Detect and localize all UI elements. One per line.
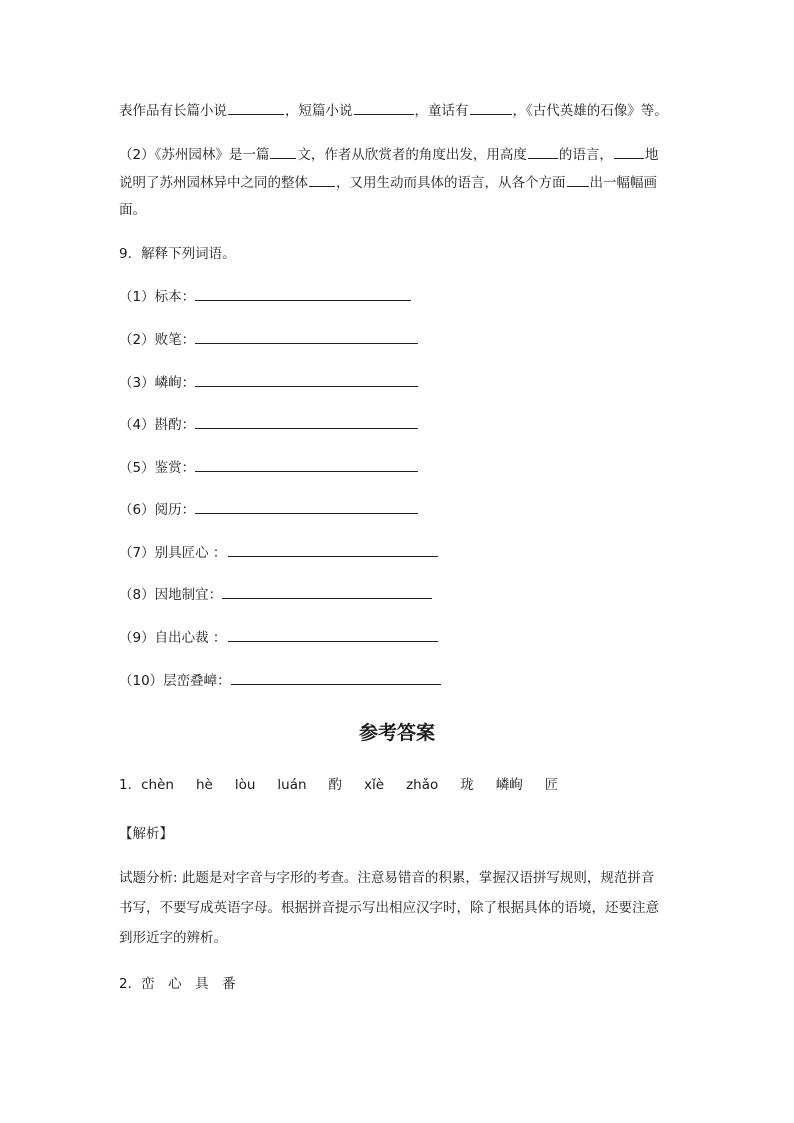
q9-item	[119, 329, 694, 350]
q9-term: （5）鉴赏：	[119, 460, 196, 476]
q8-part2-line-3	[119, 200, 694, 220]
fill-blank[interactable]	[470, 100, 512, 115]
q9-item	[119, 542, 694, 563]
q8-text-3: ，童话有	[414, 103, 469, 119]
answer-item: luán	[277, 777, 307, 793]
fill-blank[interactable]	[354, 100, 414, 115]
q9-term: （1）标本：	[119, 289, 196, 305]
answer-line[interactable]	[231, 670, 441, 685]
q9-item	[119, 627, 694, 648]
q9-title: 9．解释下列词语。	[119, 246, 236, 262]
answer-line[interactable]	[195, 329, 418, 344]
q8-line-1	[119, 100, 694, 121]
q8-text-2: ，短篇小说	[285, 103, 353, 119]
answer-item: 匠	[544, 777, 559, 793]
answer-line[interactable]	[195, 457, 418, 472]
q9-item	[119, 414, 694, 435]
q9-term: （4）斟酌：	[119, 417, 196, 433]
q9-item	[119, 457, 694, 478]
q9-item	[119, 286, 694, 307]
q8-2-text-8: 面。	[119, 202, 146, 218]
q8-2-text-5: 说明了苏州园林异中之同的整体	[119, 175, 308, 191]
answer-line[interactable]	[228, 542, 438, 557]
q9-item	[119, 372, 694, 393]
answer-line[interactable]	[195, 499, 418, 514]
q9-term: （9）自出心裁 ：	[119, 630, 227, 646]
q9-item	[119, 499, 694, 520]
answer-1	[119, 775, 694, 795]
q9-term: （6）阅历：	[119, 502, 196, 518]
q9-term: （2）败笔：	[119, 332, 196, 348]
answer-line[interactable]	[222, 584, 432, 599]
fill-blank[interactable]	[567, 172, 589, 187]
q9-term: （8）因地制宜：	[119, 587, 223, 603]
analysis-text-line: 到形近字的辨析。	[119, 930, 227, 946]
answer-item: zhǎo	[406, 777, 439, 793]
answers-heading: 参考答案	[358, 722, 435, 744]
answer-item: chèn	[141, 777, 174, 793]
q8-2-text-7: 出一幅幅画	[589, 175, 657, 191]
fill-blank[interactable]	[614, 144, 644, 159]
q8-2-text-6: ，又用生动而具体的语言，从各个方面	[336, 175, 566, 191]
q8-part2-line-1	[119, 144, 694, 165]
answer-line[interactable]	[228, 627, 438, 642]
answer-item: 酌	[328, 777, 343, 793]
q9-item	[119, 670, 694, 691]
analysis-tag: 【解析】	[119, 826, 173, 842]
q9-term: （3）嶙峋：	[119, 375, 196, 391]
q8-2-text-4: 地	[644, 147, 659, 163]
q9-term: （7）别具匠心 ：	[119, 545, 227, 561]
answer-number: 1．	[119, 777, 142, 793]
analysis-text-line: 书写，不要写成英语字母。根据拼音提示写出相应汉字时，除了根据具体的语境，还要注意	[119, 900, 659, 916]
q8-text-1: 表作品有长篇小说	[119, 103, 227, 119]
answer-item: 嶙峋	[495, 777, 523, 793]
answer-item: hè	[195, 777, 213, 793]
answer-item: 珑	[460, 777, 474, 793]
answer-line[interactable]	[195, 372, 418, 387]
fill-blank[interactable]	[309, 172, 335, 187]
q8-part2-line-2	[119, 172, 694, 193]
fill-blank[interactable]	[228, 100, 284, 115]
answer-2: 2．峦 心 具 番	[119, 976, 236, 992]
answer-item: lòu	[234, 777, 256, 793]
answer-line[interactable]	[195, 414, 418, 429]
q9-term: （10）层峦叠嶂：	[119, 673, 231, 689]
q8-2-text-1: （2）《苏州园林》是一篇	[119, 147, 270, 163]
q9-item	[119, 584, 694, 605]
answer-item: xǐè	[364, 777, 385, 793]
answer-line[interactable]	[195, 286, 411, 301]
q8-2-text-3: 的语言，	[558, 147, 613, 163]
fill-blank[interactable]	[528, 144, 558, 159]
q8-2-text-2: 文，作者从欣赏者的角度出发，用高度	[297, 147, 527, 163]
fill-blank[interactable]	[270, 144, 296, 159]
analysis-text-line: 试题分析: 此题是对字音与字形的考查。注意易错音的积累，掌握汉语拼写规则，规范拼音	[119, 870, 655, 886]
q8-text-4: ，《古代英雄的石像》等。	[512, 103, 668, 119]
